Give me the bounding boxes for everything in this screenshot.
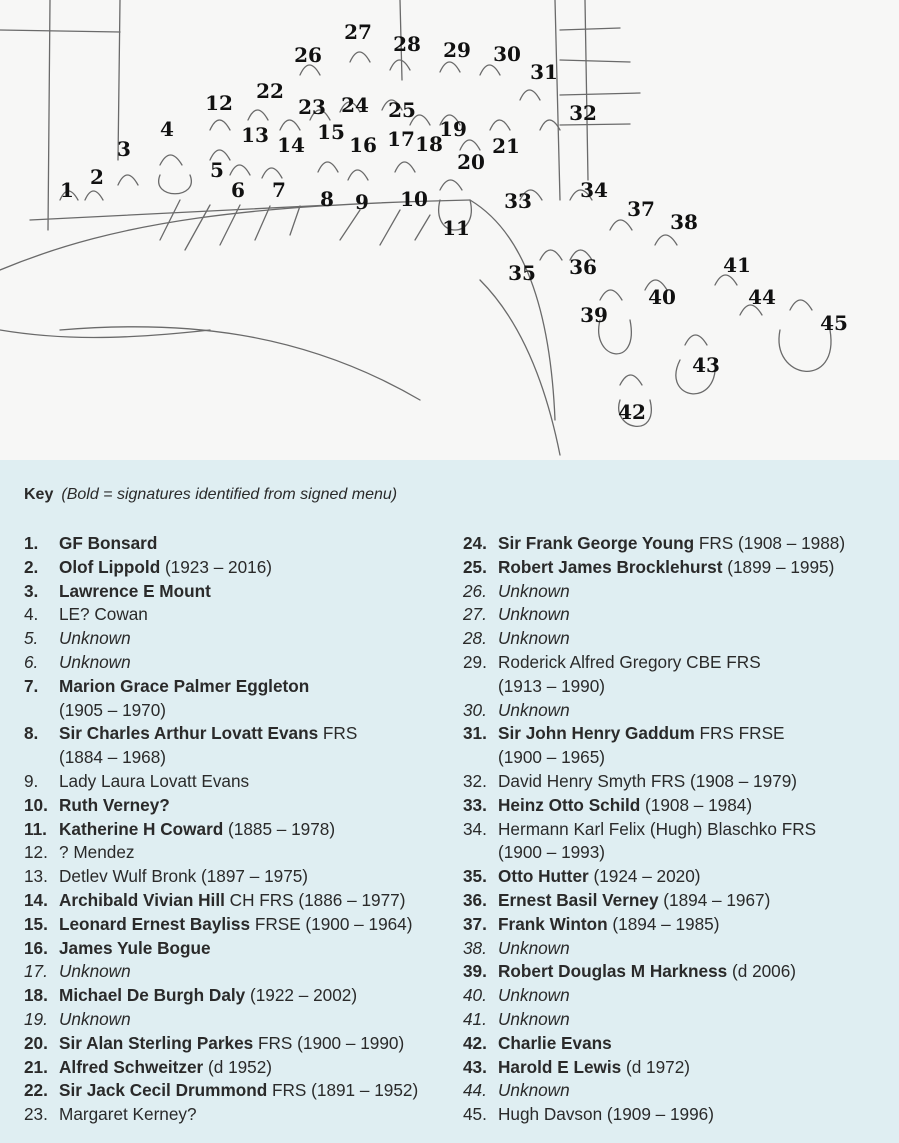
key-entry-detail: Unknown	[498, 1080, 570, 1101]
key-entry-number: 44.	[463, 1080, 487, 1101]
sketch-number: 35	[508, 261, 536, 285]
key-entry-detail: FRS (1908 – 1988)	[694, 533, 846, 553]
key-entry-number: 6.	[24, 651, 39, 672]
key-entry-number: 3.	[24, 580, 39, 601]
sketch-number: 22	[256, 79, 284, 103]
key-entry-number: 29.	[463, 651, 487, 672]
key-entry-text	[498, 794, 893, 818]
sketch-number: 12	[205, 91, 233, 115]
key-entry-text	[59, 675, 454, 723]
key-entry-detail: (1924 – 2020)	[588, 866, 701, 887]
key-entry-text	[498, 960, 893, 984]
sketch-number: 16	[349, 133, 377, 157]
key-entry-detail: ? Mendez	[59, 842, 135, 863]
key-header	[24, 486, 397, 504]
key-entry	[463, 889, 893, 913]
key-entry-text	[498, 1079, 893, 1103]
key-entry	[463, 532, 893, 556]
key-entry-text	[498, 937, 893, 961]
sketch-number: 20	[457, 150, 485, 174]
key-entry-text	[498, 603, 893, 627]
key-entry-number: 43.	[463, 1056, 487, 1077]
key-entry-text	[59, 1103, 454, 1127]
key-entry-text	[59, 556, 454, 580]
key-entry-detail: Unknown	[59, 628, 131, 649]
key-entry-number: 32.	[463, 770, 487, 791]
key-entry-detail: FRS (1891 – 1952)	[267, 1080, 419, 1101]
key-entry-text	[59, 818, 454, 842]
key-entry-name: Otto Hutter	[498, 866, 589, 887]
sketch-number: 15	[317, 120, 345, 144]
key-entry-number: 24.	[463, 533, 487, 553]
key-entry	[24, 627, 454, 651]
key-entry-text	[59, 794, 454, 818]
key-entry-dates: (1900 – 1993)	[498, 842, 606, 863]
key-entry-name: Ruth Verney?	[59, 794, 170, 815]
key-entry	[24, 1103, 454, 1127]
key-entry-number: 28.	[463, 628, 487, 649]
key-entry-text	[498, 580, 893, 604]
key-entry-number: 8.	[24, 723, 39, 744]
sketch-number: 13	[241, 123, 269, 147]
key-entry-text	[498, 556, 893, 580]
key-entry	[24, 722, 454, 770]
key-entry-detail: Roderick Alfred Gregory CBE FRS	[498, 651, 761, 672]
key-entry-number: 12.	[24, 842, 48, 863]
key-entry-name: Lawrence E Mount	[59, 580, 211, 601]
key-entry-text	[498, 1103, 893, 1127]
key-entry-name: Sir Jack Cecil Drummond	[59, 1080, 268, 1101]
key-entry-number: 7.	[24, 675, 39, 696]
key-column-left	[24, 532, 454, 1127]
key-entry-detail: Lady Laura Lovatt Evans	[59, 770, 250, 791]
key-entry-number: 2.	[24, 556, 39, 577]
sketch-number: 29	[443, 38, 471, 62]
key-entry-name: GF Bonsard	[59, 533, 158, 553]
key-entry	[24, 603, 454, 627]
key-entry-text	[59, 580, 454, 604]
key-entry-number: 20.	[24, 1032, 48, 1053]
sketch-number: 27	[344, 20, 372, 44]
key-entry-number: 34.	[463, 818, 487, 839]
key-entry	[463, 1103, 893, 1127]
sketch-number: 40	[648, 285, 676, 309]
key-entry-detail: (d 2006)	[727, 961, 797, 982]
key-entry	[24, 937, 454, 961]
key-entry-text	[59, 937, 454, 961]
sketch-number: 7	[272, 178, 286, 202]
key-entry	[24, 580, 454, 604]
key-entry-text	[498, 818, 893, 866]
key-entry-text	[498, 1008, 893, 1032]
key-entry-detail: Hugh Davson (1909 – 1996)	[498, 1104, 714, 1125]
sketch-drawing	[0, 0, 899, 460]
key-entry-detail: Unknown	[59, 1008, 131, 1029]
key-entry-detail: Unknown	[59, 961, 131, 982]
sketch-number: 9	[355, 190, 369, 214]
key-entry-number: 33.	[463, 794, 487, 815]
key-entry-detail: (1922 – 2002)	[245, 985, 358, 1006]
key-entry-number: 17.	[24, 961, 48, 982]
key-entry	[463, 913, 893, 937]
sketch-number: 25	[388, 98, 416, 122]
key-entry-detail: FRS	[318, 723, 358, 744]
key-entry	[463, 580, 893, 604]
sketch-number: 4	[160, 117, 174, 141]
sketch-number: 39	[580, 303, 608, 327]
key-entry-number: 14.	[24, 889, 48, 910]
key-entry-detail: David Henry Smyth FRS (1908 – 1979)	[498, 770, 798, 791]
sketch-number: 38	[670, 210, 698, 234]
key-entry	[24, 889, 454, 913]
key-entry-text	[59, 841, 454, 865]
key-entry-detail: LE? Cowan	[59, 604, 148, 625]
sketch-number: 42	[618, 400, 646, 424]
key-entry-name: Marion Grace Palmer Eggleton	[59, 675, 310, 696]
key-entry-name: Sir Alan Sterling Parkes	[59, 1032, 254, 1053]
key-entry-text	[498, 651, 893, 699]
key-entry	[24, 1079, 454, 1103]
key-entry	[24, 818, 454, 842]
key-panel	[0, 460, 899, 1143]
key-entry-detail: (1894 – 1985)	[607, 913, 720, 934]
sketch-number: 37	[627, 197, 655, 221]
key-entry-text	[59, 1008, 454, 1032]
key-entry-dates: (1913 – 1990)	[498, 675, 606, 696]
key-entry-number: 45.	[463, 1104, 487, 1125]
sketch-number: 28	[393, 32, 421, 56]
key-entry-name: Michael De Burgh Daly	[59, 985, 246, 1006]
key-entry-number: 37.	[463, 913, 487, 934]
sketch-number: 33	[504, 189, 532, 213]
sketch-number: 26	[294, 43, 322, 67]
key-entry-detail: FRSE (1900 – 1964)	[250, 913, 413, 934]
key-entry-text	[59, 1056, 454, 1080]
key-entry-name: Frank Winton	[498, 913, 608, 934]
key-entry-text	[59, 722, 454, 770]
key-entry-name: Ernest Basil Verney	[498, 889, 659, 910]
key-entry-name: Sir John Henry Gaddum	[498, 723, 695, 744]
key-entry-text	[59, 532, 454, 556]
sketch-number: 32	[569, 101, 597, 125]
key-entry	[463, 556, 893, 580]
key-entry-number: 4.	[24, 604, 39, 625]
key-entry-number: 18.	[24, 985, 48, 1006]
key-entry-number: 36.	[463, 889, 487, 910]
sketch-number: 31	[530, 60, 558, 84]
key-entry-name: Olof Lippold	[59, 556, 161, 577]
key-entry-dates: (1900 – 1965)	[498, 747, 606, 768]
key-entry-name: Katherine H Coward	[59, 818, 224, 839]
key-entry-number: 16.	[24, 937, 48, 958]
key-entry-text	[498, 913, 893, 937]
sketch-number: 1	[60, 178, 74, 202]
key-entry-number: 21.	[24, 1056, 48, 1077]
key-entry-dates: (1884 – 1968)	[59, 747, 167, 768]
key-entry-detail: (1899 – 1995)	[722, 556, 835, 577]
key-entry-name: Robert Douglas M Harkness	[498, 961, 728, 982]
key-entry-name: Harold E Lewis	[498, 1056, 622, 1077]
key-entry-text	[59, 960, 454, 984]
key-entry-detail: Unknown	[59, 651, 131, 672]
key-entry-number: 1.	[24, 533, 39, 553]
sketch-number: 3	[117, 137, 131, 161]
key-entry-detail: Margaret Kerney?	[59, 1104, 197, 1125]
key-entry	[463, 1008, 893, 1032]
key-entry-detail: Unknown	[498, 699, 570, 720]
sketch-number: 36	[569, 255, 597, 279]
sketch-number: 6	[231, 178, 245, 202]
sketch-number: 34	[580, 178, 608, 202]
key-entry-dates: (1905 – 1970)	[59, 699, 167, 720]
key-entry	[24, 865, 454, 889]
key-entry-number: 31.	[463, 723, 487, 744]
key-entry-name: Sir Frank George Young	[498, 533, 695, 553]
key-entry-detail: FRS FRSE	[694, 723, 785, 744]
key-entry-text	[59, 865, 454, 889]
key-entry-text	[498, 1056, 893, 1080]
sketch-number: 43	[692, 353, 720, 377]
key-entry-text	[498, 984, 893, 1008]
key-entry	[24, 651, 454, 675]
key-entry	[463, 627, 893, 651]
sketch-number: 5	[210, 158, 224, 182]
key-entry	[463, 722, 893, 770]
key-entry	[24, 532, 454, 556]
key-entry-name: Archibald Vivian Hill	[59, 889, 225, 910]
sketch-number: 44	[748, 285, 776, 309]
key-entry	[463, 818, 893, 866]
key-entry-text	[498, 865, 893, 889]
sketch-number: 18	[415, 132, 443, 156]
key-entry-text	[59, 889, 454, 913]
key-entry	[463, 1079, 893, 1103]
key-entry-text	[498, 532, 893, 556]
key-entry-number: 23.	[24, 1104, 48, 1125]
sketch-number: 30	[493, 42, 521, 66]
key-entry-number: 19.	[24, 1008, 48, 1029]
key-entry-number: 10.	[24, 794, 48, 815]
key-entry-detail: Unknown	[498, 604, 570, 625]
key-entry-text	[59, 603, 454, 627]
key-entry	[24, 794, 454, 818]
key-entry-number: 38.	[463, 937, 487, 958]
key-entry	[24, 841, 454, 865]
key-entry	[24, 675, 454, 723]
key-entry-text	[59, 651, 454, 675]
sketch-number: 8	[320, 187, 334, 211]
key-entry-name: Heinz Otto Schild	[498, 794, 641, 815]
key-entry-detail: (1894 – 1967)	[658, 889, 771, 910]
key-entry-detail: Unknown	[498, 1008, 570, 1029]
key-entry-detail: CH FRS (1886 – 1977)	[224, 889, 406, 910]
key-entry-text	[498, 627, 893, 651]
key-entry-name: James Yule Bogue	[59, 937, 211, 958]
key-entry-number: 25.	[463, 556, 487, 577]
sketch-number: 21	[492, 134, 520, 158]
sketch-number: 41	[723, 253, 751, 277]
key-entry-number: 22.	[24, 1080, 48, 1101]
key-entry-text	[59, 1079, 454, 1103]
key-entry-number: 26.	[463, 580, 487, 601]
key-entry-detail: Detlev Wulf Bronk (1897 – 1975)	[59, 866, 309, 887]
key-entry-detail: (d 1972)	[621, 1056, 691, 1077]
key-entry	[24, 1008, 454, 1032]
key-entry-text	[498, 889, 893, 913]
key-entry-text	[498, 1032, 893, 1056]
key-entry	[24, 1056, 454, 1080]
key-entry	[24, 913, 454, 937]
key-entry-text	[59, 770, 454, 794]
key-entry-name: Robert James Brocklehurst	[498, 556, 723, 577]
key-entry-detail: Unknown	[498, 937, 570, 958]
key-entry-detail: Unknown	[498, 580, 570, 601]
key-entry-detail: Unknown	[498, 628, 570, 649]
sketch-number: 23	[298, 95, 326, 119]
key-entry	[24, 1032, 454, 1056]
key-entry-text	[59, 984, 454, 1008]
key-entry-number: 11.	[24, 818, 47, 839]
sketch-number: 19	[439, 117, 467, 141]
key-entry-text	[498, 699, 893, 723]
key-entry	[463, 984, 893, 1008]
key-entry-number: 39.	[463, 961, 487, 982]
key-entry-number: 40.	[463, 985, 487, 1006]
key-entry-number: 42.	[463, 1032, 487, 1053]
key-entry	[463, 699, 893, 723]
key-entry-detail: (1908 – 1984)	[640, 794, 753, 815]
key-entry-number: 41.	[463, 1008, 487, 1029]
key-entry-detail: Hermann Karl Felix (Hugh) Blaschko FRS	[498, 818, 817, 839]
key-entry-name: Charlie Evans	[498, 1032, 612, 1053]
key-entry-detail: Unknown	[498, 985, 570, 1006]
key-entry	[24, 984, 454, 1008]
key-entry-detail: (1885 – 1978)	[223, 818, 336, 839]
key-entry-text	[59, 627, 454, 651]
key-entry-name: Sir Charles Arthur Lovatt Evans	[59, 723, 319, 744]
key-entry	[463, 937, 893, 961]
key-entry	[463, 770, 893, 794]
key-entry-text	[498, 722, 893, 770]
key-entry-name: Alfred Schweitzer	[59, 1056, 204, 1077]
sketch-number: 10	[400, 187, 428, 211]
key-entry-detail: FRS (1900 – 1990)	[253, 1032, 405, 1053]
key-entry	[24, 556, 454, 580]
key-entry-number: 15.	[24, 913, 48, 934]
key-entry-name: Leonard Ernest Bayliss	[59, 913, 251, 934]
key-column-right	[463, 532, 893, 1127]
key-entry	[463, 794, 893, 818]
key-entry-text	[498, 770, 893, 794]
key-entry	[24, 770, 454, 794]
key-entry	[24, 960, 454, 984]
key-entry-number: 30.	[463, 699, 487, 720]
key-entry-text	[59, 913, 454, 937]
sketch-number: 2	[90, 165, 104, 189]
sketch-number: 17	[387, 127, 415, 151]
key-entry	[463, 1032, 893, 1056]
key-entry	[463, 865, 893, 889]
key-entry-number: 27.	[463, 604, 487, 625]
key-entry-text	[59, 1032, 454, 1056]
key-entry-number: 35.	[463, 866, 487, 887]
key-entry	[463, 651, 893, 699]
key-entry-number: 13.	[24, 866, 48, 887]
key-entry-number: 9.	[24, 770, 39, 791]
key-entry	[463, 960, 893, 984]
key-entry-detail: (1923 – 2016)	[160, 556, 272, 577]
key-entry-number: 5.	[24, 628, 39, 649]
sketch-number: 11	[442, 216, 470, 240]
sketch-number: 14	[277, 133, 305, 157]
sketch-number: 45	[820, 311, 848, 335]
key-title: Key	[24, 486, 54, 503]
key-entry-detail: (d 1952)	[203, 1056, 273, 1077]
key-note: (Bold = signatures identified from signed menu)	[61, 486, 398, 503]
sketch-number: 24	[341, 93, 369, 117]
key-entry	[463, 1056, 893, 1080]
key-entry	[463, 603, 893, 627]
